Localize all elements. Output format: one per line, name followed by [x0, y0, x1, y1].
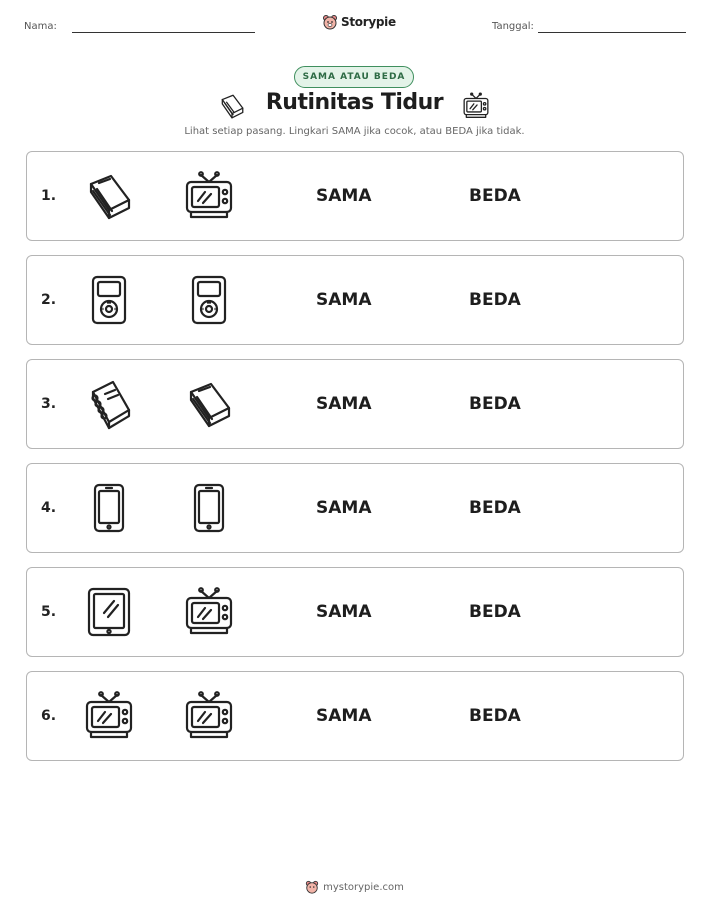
option-different[interactable]: BEDA — [469, 394, 521, 414]
question-row — [26, 567, 684, 657]
phone-icon — [183, 482, 235, 534]
option-same[interactable]: SAMA — [316, 290, 372, 310]
worksheet-badge: SAMA ATAU BEDA — [294, 66, 414, 88]
phone-icon — [83, 482, 135, 534]
option-different[interactable]: BEDA — [469, 290, 521, 310]
question-row — [26, 463, 684, 553]
option-different[interactable]: BEDA — [469, 602, 521, 622]
bear-icon — [322, 14, 338, 30]
question-number: 2. — [41, 292, 57, 308]
option-same[interactable]: SAMA — [316, 394, 372, 414]
question-number: 3. — [41, 396, 57, 412]
date-label: Tanggal: — [492, 21, 534, 32]
ipod-icon — [183, 274, 235, 326]
tv-icon — [183, 586, 235, 638]
tablet-icon — [83, 586, 135, 638]
date-line[interactable] — [538, 32, 686, 33]
tv-icon — [183, 170, 235, 222]
question-number: 5. — [41, 604, 57, 620]
instructions: Lihat setiap pasang. Lingkari SAMA jika cocok, atau BEDA jika tidak. — [184, 126, 525, 137]
ipod-icon — [83, 274, 135, 326]
brand-name: Storypie — [341, 15, 396, 29]
tv-icon — [183, 690, 235, 742]
name-label: Nama: — [24, 21, 57, 32]
question-number: 4. — [41, 500, 57, 516]
footer-url[interactable]: mystorypie.com — [323, 881, 404, 893]
tv-icon — [462, 92, 490, 120]
book-icon — [183, 378, 235, 430]
page-title: Rutinitas Tidur — [265, 90, 444, 115]
book-icon — [83, 170, 135, 222]
notebook-icon — [83, 378, 135, 430]
question-row — [26, 359, 684, 449]
question-row — [26, 671, 684, 761]
option-same[interactable]: SAMA — [316, 186, 372, 206]
option-different[interactable]: BEDA — [469, 498, 521, 518]
option-different[interactable]: BEDA — [469, 186, 521, 206]
question-row — [26, 255, 684, 345]
option-same[interactable]: SAMA — [316, 706, 372, 726]
question-number: 1. — [41, 188, 57, 204]
tv-icon — [83, 690, 135, 742]
footer — [0, 880, 709, 894]
option-same[interactable]: SAMA — [316, 602, 372, 622]
option-different[interactable]: BEDA — [469, 706, 521, 726]
brand-logo — [322, 13, 396, 31]
option-same[interactable]: SAMA — [316, 498, 372, 518]
question-row — [26, 151, 684, 241]
name-line[interactable] — [72, 32, 255, 33]
bear-icon — [305, 880, 319, 894]
question-number: 6. — [41, 708, 57, 724]
